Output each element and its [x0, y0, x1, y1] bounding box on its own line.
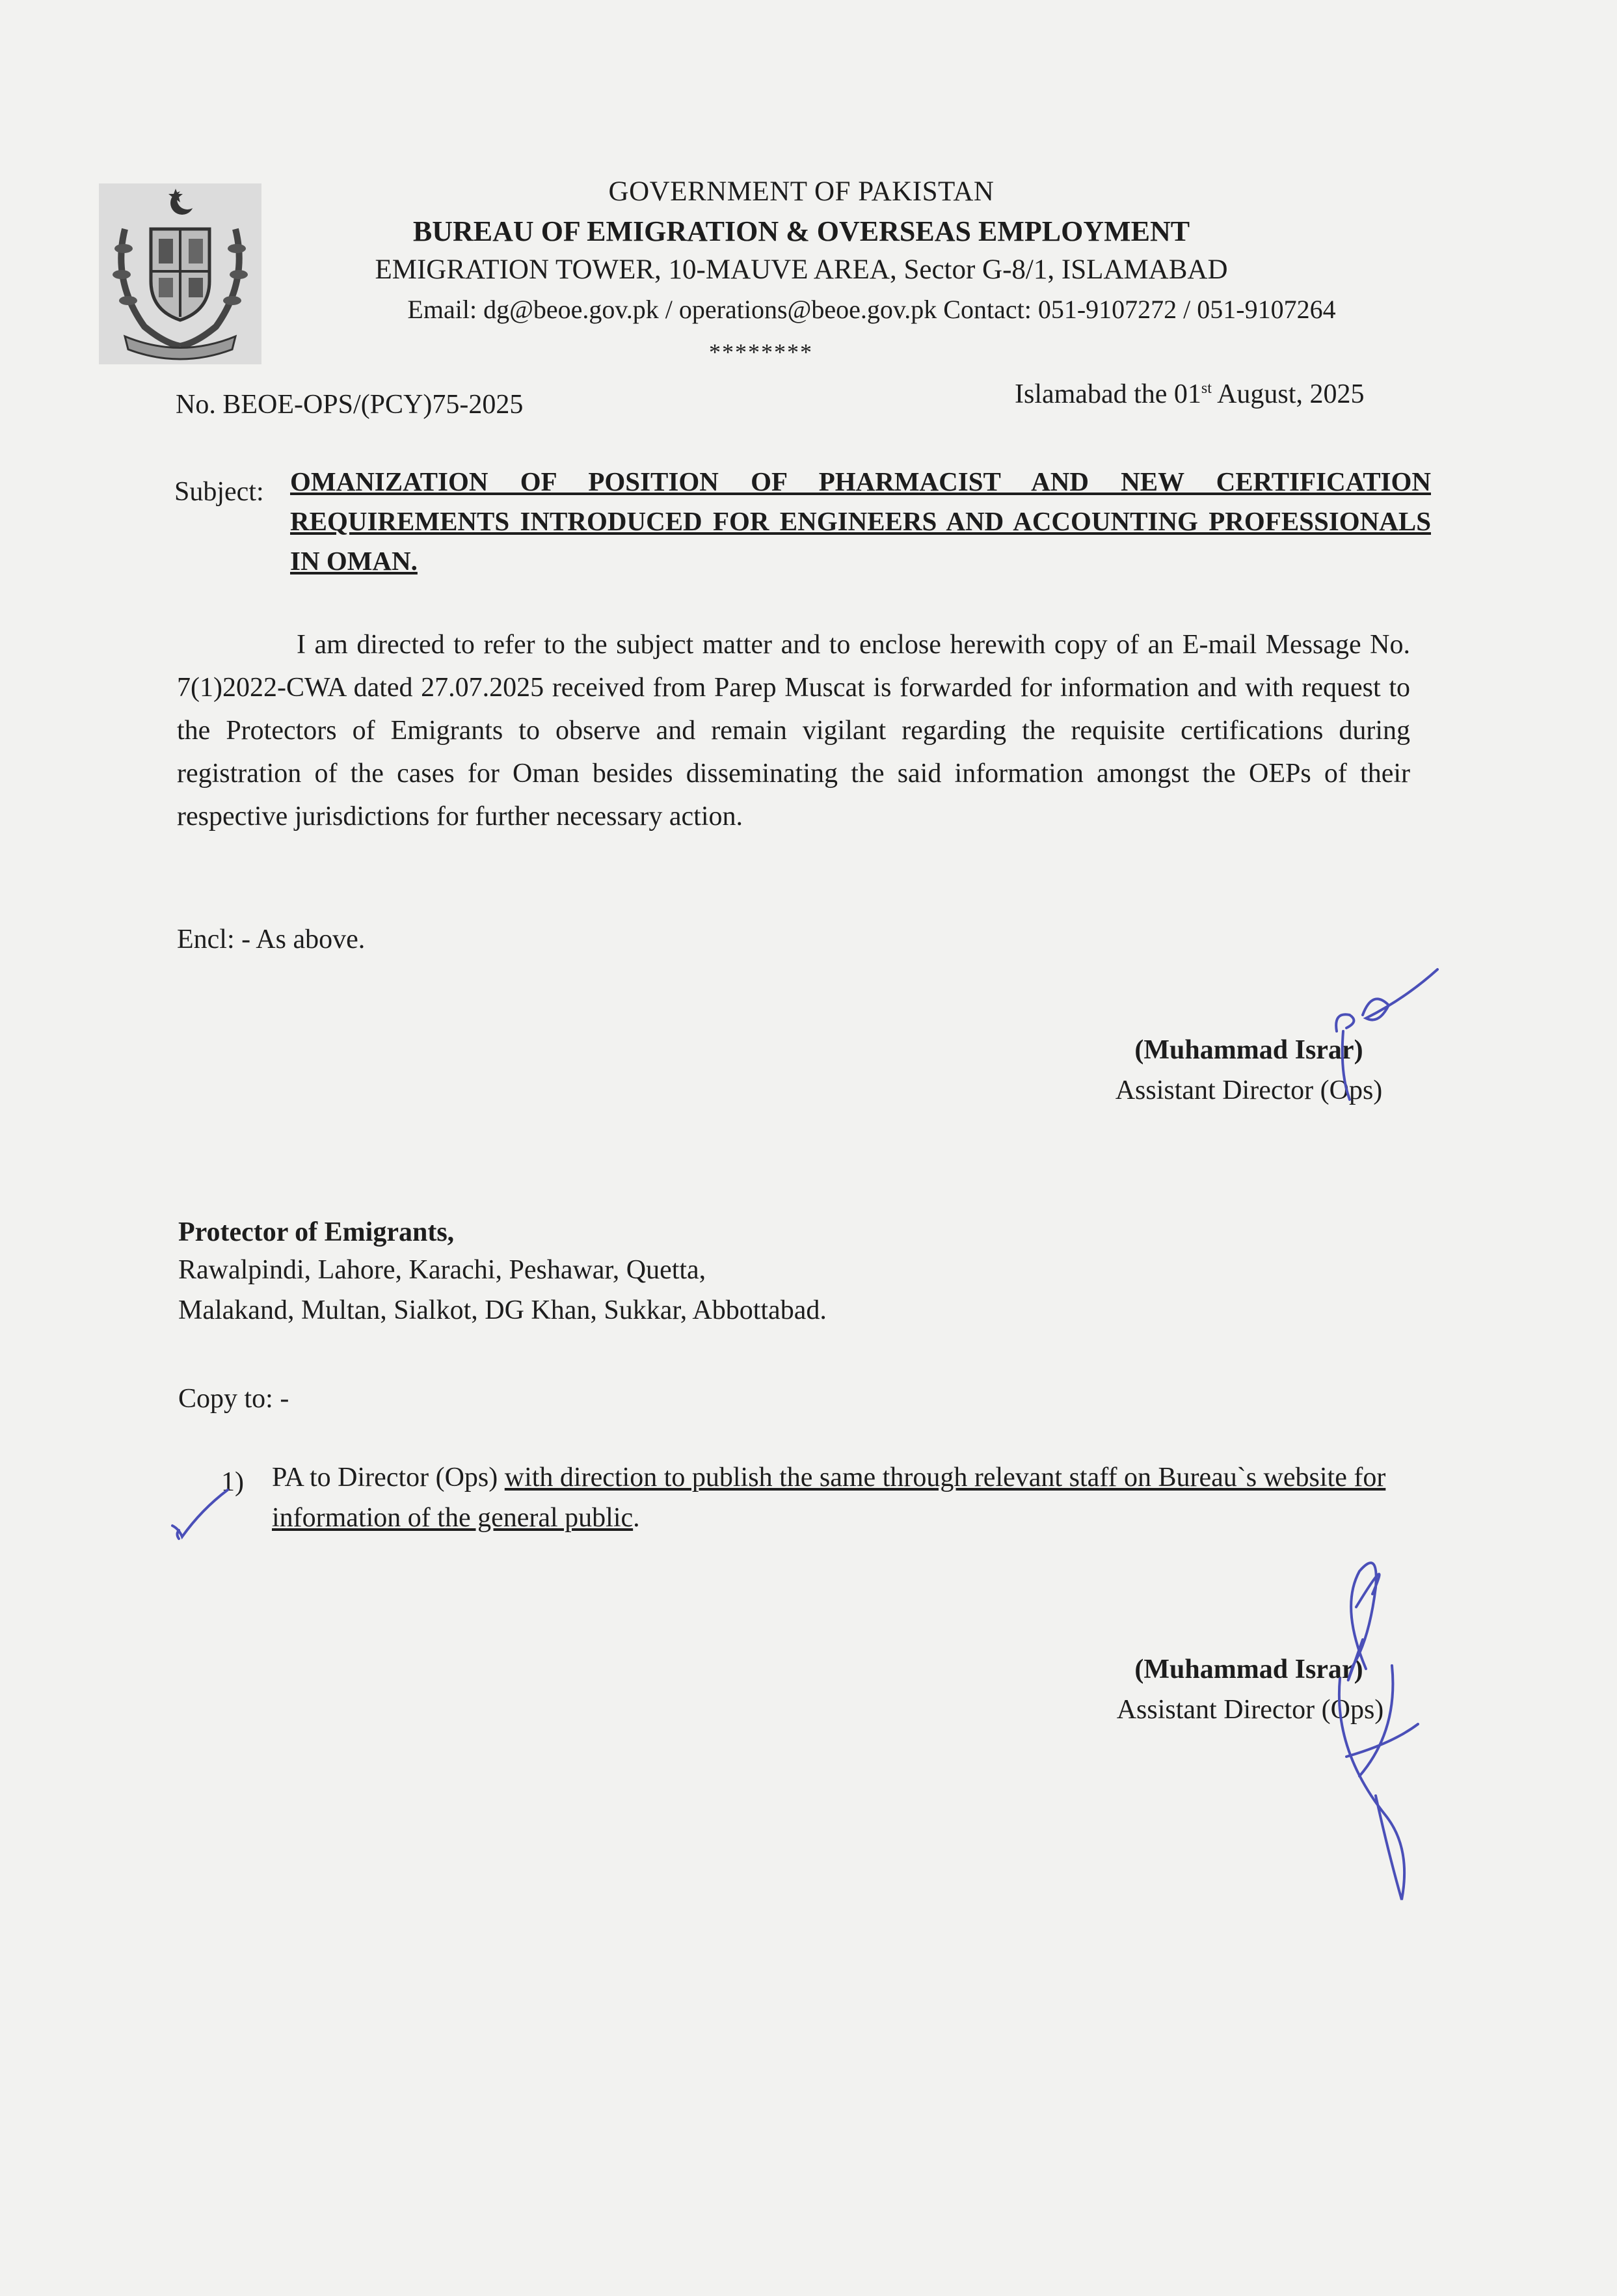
copy-item-underlined: with direction to publish the same through relevant staff on Bureau`s website for information of the general public	[272, 1463, 1386, 1533]
addressee-cities-line2: Malakand, Multan, Sialkot, DG Khan, Sukkar, Abbottabad.	[178, 1295, 827, 1325]
subject-text: OMANIZATION OF POSITION OF PHARMACIST AND NEW CERTIFICATION REQUIREMENTS INTRODUCED FOR ENGINEERS AND ACCOUNTING PROFESSIONALS IN OMAN.	[290, 466, 1431, 576]
letterhead-separator: ********	[709, 339, 813, 365]
signatory-title-copy: Assistant Director (Ops)	[1116, 1695, 1384, 1725]
copy-item-suffix: .	[633, 1503, 640, 1533]
copy-item-number: 1)	[221, 1467, 244, 1497]
letterhead-bureau: BUREAU OF EMIGRATION & OVERSEAS EMPLOYMENT	[412, 215, 1190, 247]
signatory-title: Assistant Director (Ops)	[1115, 1075, 1383, 1105]
tick-mark	[172, 1490, 228, 1539]
signatory-name: (Muhammad Israr)	[1134, 1035, 1363, 1065]
body-paragraph: I am directed to refer to the subject matter and to enclose herewith copy of an E-mail Message No. 7(1)2022-CWA dated 27.07.2025 received from Parep Muscat is forwarded for information and with request to the Protectors of Emigrants to observe and remain vigilant regarding the requisite certifications during registration of the cases for Oman besides disseminating the said information amongst the OEPs of their respective jurisdictions for further necessary action.	[177, 630, 1410, 831]
letterhead-address: EMIGRATION TOWER, 10-MAUVE AREA, Sector G-8/1, ISLAMABAD	[375, 254, 1228, 285]
signature-2	[1339, 1563, 1418, 1900]
reference-number: No. BEOE-OPS/(PCY)75-2025	[176, 390, 524, 420]
signature-1	[1336, 969, 1437, 1100]
date-ordinal: st	[1201, 380, 1212, 397]
enclosure-note: Encl: - As above.	[177, 925, 366, 954]
date-suffix: August, 2025	[1211, 379, 1365, 409]
copy-item-prefix: PA to Director (Ops)	[272, 1463, 505, 1492]
addressee-title: Protector of Emigrants,	[178, 1217, 455, 1247]
addressee-cities-line1: Rawalpindi, Lahore, Karachi, Peshawar, Quetta,	[178, 1255, 706, 1285]
date-prefix: Islamabad the 01	[1015, 379, 1201, 409]
copy-to-label: Copy to: -	[178, 1384, 289, 1414]
letterhead-contact: Email: dg@beoe.gov.pk / operations@beoe.gov.pk Contact: 051-9107272 / 051-9107264	[407, 295, 1336, 324]
signatory-name-copy: (Muhammad Israr)	[1134, 1654, 1363, 1684]
subject-label: Subject:	[174, 477, 264, 507]
letterhead-government: GOVERNMENT OF PAKISTAN	[608, 176, 995, 207]
